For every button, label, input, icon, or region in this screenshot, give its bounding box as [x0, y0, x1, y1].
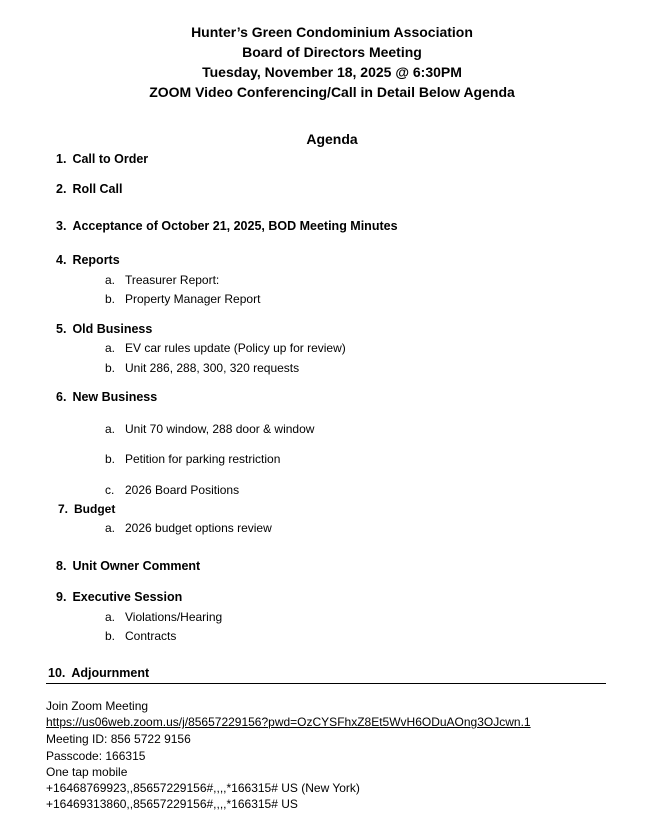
subitem-letter: b. — [105, 361, 116, 375]
agenda-item-number: 10. — [48, 666, 66, 680]
subitem-label: Unit 70 window, 288 door & window — [125, 422, 315, 436]
agenda-item-number: 8. — [56, 559, 67, 573]
agenda-subitem — [105, 361, 299, 375]
agenda-item — [56, 219, 398, 233]
agenda-item — [56, 590, 182, 604]
subitem-letter: b. — [105, 629, 116, 643]
subitem-letter: a. — [105, 273, 116, 287]
agenda-item-label: Reports — [72, 253, 120, 267]
agenda-item-label: Call to Order — [72, 152, 149, 166]
agenda-item-label: Unit Owner Comment — [72, 559, 201, 573]
agenda-item-label: New Business — [72, 390, 158, 404]
one-tap-number[interactable]: +16469313860,,85657229156#,,,,*166315# US — [46, 797, 298, 811]
agenda-item-label: Adjournment — [71, 666, 150, 680]
divider — [46, 683, 606, 684]
join-zoom-label: Join Zoom Meeting — [46, 699, 149, 713]
agenda-item — [58, 502, 115, 516]
agenda-subitem — [105, 292, 260, 306]
agenda-item — [56, 253, 120, 267]
zoom-meeting-link[interactable]: https://us06web.zoom.us/j/85657229156?pwd=OzCYSFhxZ8Et5WvH6ODuAOng3OJcwn.1 — [46, 715, 531, 729]
agenda-item — [56, 322, 152, 336]
meeting-date: Tuesday, November 18, 2025 @ 6:30PM — [202, 64, 462, 80]
subitem-letter: a. — [105, 341, 116, 355]
agenda-subitem — [105, 521, 272, 535]
one-tap-label: One tap mobile — [46, 765, 128, 779]
subitem-label: Petition for parking restriction — [125, 452, 281, 466]
passcode: Passcode: 166315 — [46, 749, 146, 763]
agenda-subitem — [105, 483, 239, 497]
subitem-letter: b. — [105, 292, 116, 306]
subitem-label: Violations/Hearing — [125, 610, 223, 624]
agenda-item-label: Roll Call — [72, 182, 123, 196]
agenda-item-label: Budget — [74, 502, 116, 516]
agenda-item-number: 4. — [56, 253, 67, 267]
agenda-subitem — [105, 341, 346, 355]
meeting-id: Meeting ID: 856 5722 9156 — [46, 732, 191, 746]
agenda-item — [56, 390, 157, 404]
subitem-letter: c. — [105, 483, 115, 497]
subitem-label: Unit 286, 288, 300, 320 requests — [125, 361, 300, 375]
agenda-item-label: Old Business — [72, 322, 153, 336]
agenda-subitem — [105, 452, 280, 466]
association-name: Hunter’s Green Condominium Association — [191, 24, 473, 40]
subitem-letter: a. — [105, 610, 116, 624]
agenda-item-number: 3. — [56, 219, 67, 233]
agenda-item — [56, 182, 122, 196]
agenda-title: Agenda — [306, 131, 358, 147]
subitem-label: EV car rules update (Policy up for review) — [125, 341, 346, 355]
subitem-letter: b. — [105, 452, 116, 466]
agenda-item-label: Executive Session — [72, 590, 183, 604]
agenda-subitem — [105, 422, 314, 436]
agenda-item-number: 6. — [56, 390, 67, 404]
agenda-item — [48, 666, 149, 680]
subitem-label: Treasurer Report: — [125, 273, 220, 287]
agenda-item-number: 2. — [56, 182, 67, 196]
agenda-item — [56, 152, 148, 166]
agenda-subitem — [105, 610, 222, 624]
agenda-subitem — [105, 629, 176, 643]
agenda-item — [56, 559, 200, 573]
one-tap-number[interactable]: +16468769923,,85657229156#,,,,*166315# US (New York) — [46, 781, 360, 795]
meeting-format: ZOOM Video Conferencing/Call in Detail Below Agenda — [149, 84, 515, 100]
agenda-item-number: 7. — [58, 502, 69, 516]
agenda-item-label: Acceptance of October 21, 2025, BOD Meeting Minutes — [72, 219, 398, 233]
subitem-label: 2026 budget options review — [125, 521, 272, 535]
subitem-label: Contracts — [125, 629, 177, 643]
meeting-title: Board of Directors Meeting — [242, 44, 422, 60]
agenda-item-number: 1. — [56, 152, 67, 166]
agenda-item-number: 5. — [56, 322, 67, 336]
agenda-subitem — [105, 273, 219, 287]
agenda-item-number: 9. — [56, 590, 67, 604]
subitem-letter: a. — [105, 422, 116, 436]
subitem-label: Property Manager Report — [125, 292, 261, 306]
subitem-label: 2026 Board Positions — [125, 483, 240, 497]
subitem-letter: a. — [105, 521, 116, 535]
